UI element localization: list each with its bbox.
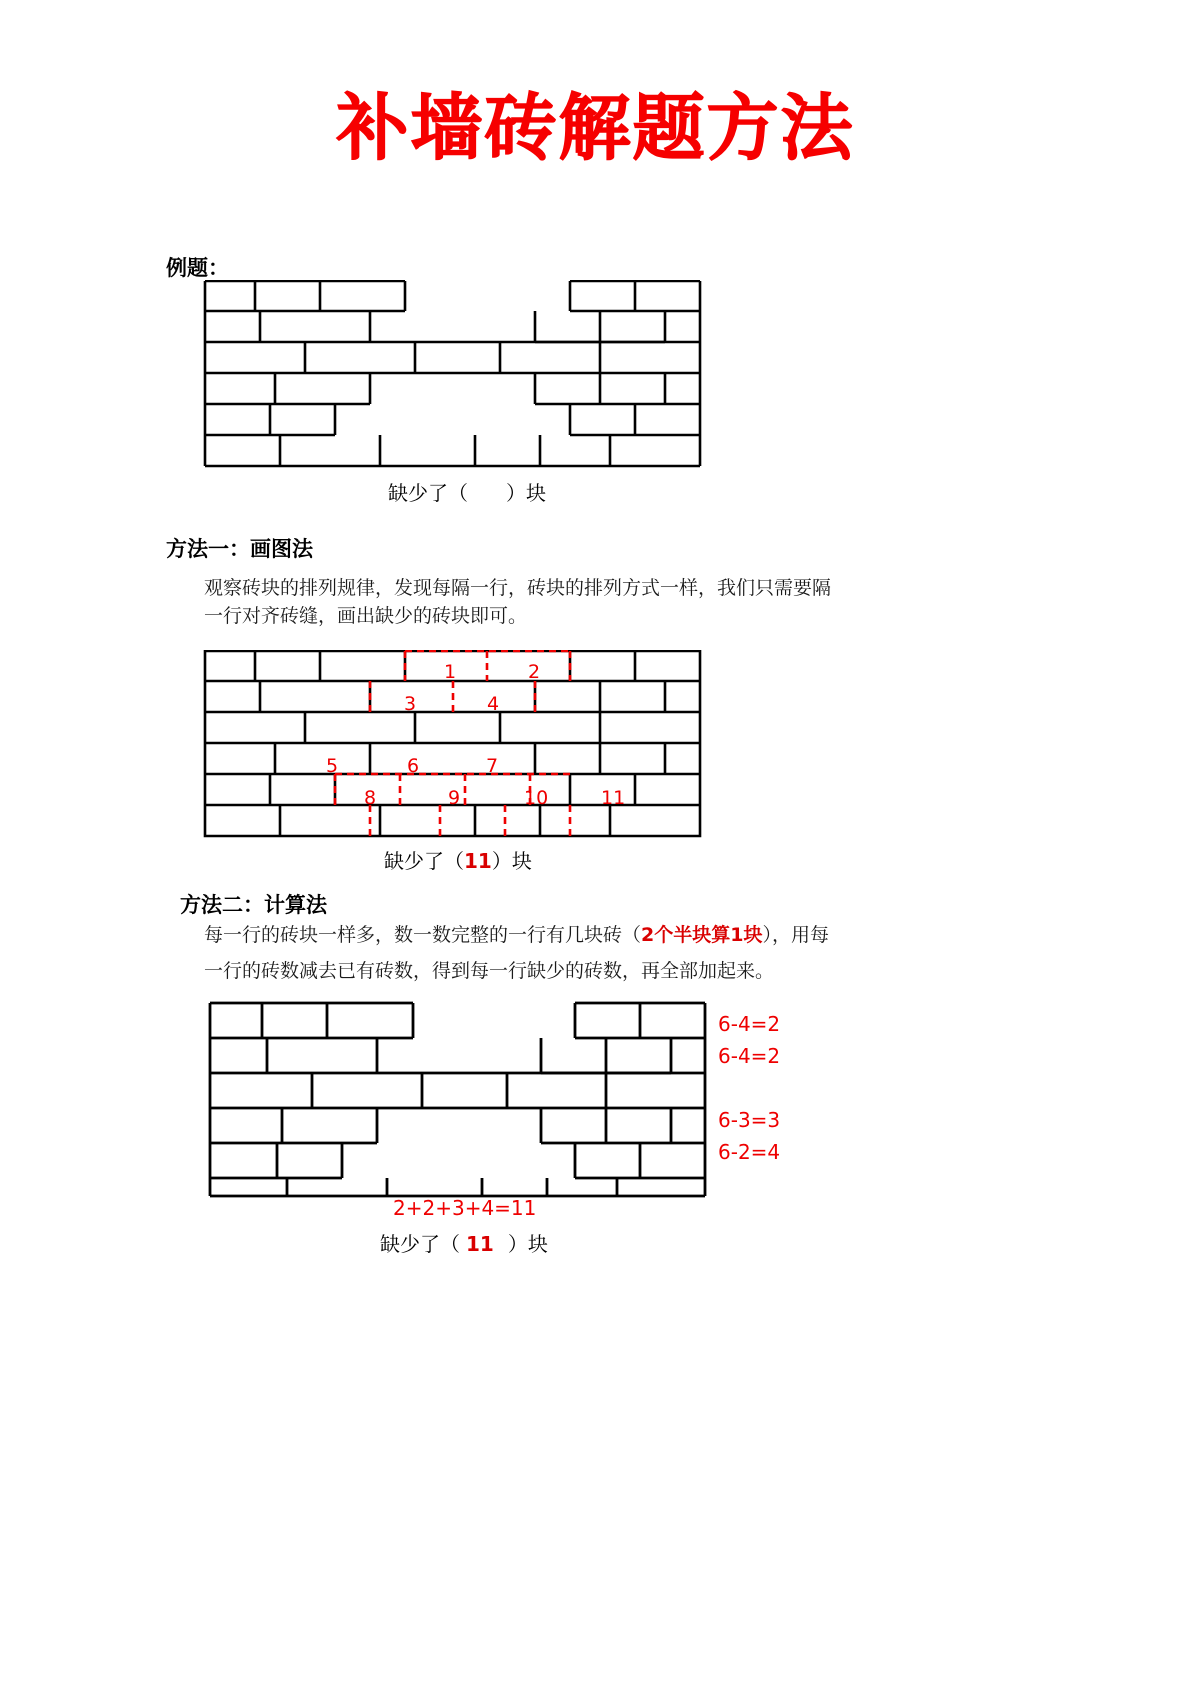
method2-caption [380, 1228, 548, 1257]
method2-row-calc-3: 6-3=3 [718, 1108, 781, 1132]
method1-caption-suffix: ）块 [491, 849, 532, 873]
method1-caption-answer: 11 [464, 849, 492, 873]
method1-number-3: 3 [404, 693, 417, 715]
method1-number-5: 5 [326, 755, 339, 777]
method1-number-6: 6 [407, 755, 420, 777]
method2-heading: 方法二：计算法 [180, 893, 327, 917]
method2-text-line1-c: ），用每 [762, 924, 829, 946]
example-wall-diagram [200, 280, 705, 475]
method1-number-9: 9 [448, 787, 461, 809]
method2-row-calc-2: 6-4=2 [718, 1044, 781, 1068]
method2-text-line2: 一行的砖数减去已有砖数，得到每一行缺少的砖数，再全部加起来。 [204, 960, 775, 982]
method2-row-calc-1: 6-4=2 [718, 1012, 781, 1036]
method2-wall-diagram [205, 1000, 710, 1200]
method2-caption-suffix: ）块 [507, 1232, 548, 1256]
method1-heading: 方法一：画图法 [166, 537, 313, 561]
method2-text-line1 [204, 917, 829, 953]
method1-number-11: 11 [601, 787, 626, 809]
example-label: 例题： [166, 256, 229, 280]
page-title: 补墙砖解题方法 [336, 85, 855, 170]
method1-caption-prefix: 缺少了（ [384, 849, 464, 873]
method1-number-2: 2 [528, 661, 541, 683]
method2-text-line1-highlight: 2个半块算1块 [641, 924, 763, 946]
method2-text-line1-a: 每一行的砖块一样多，数一数完整的一行有几块砖（ [204, 924, 642, 946]
method1-number-8: 8 [364, 787, 377, 809]
method1-number-10: 10 [524, 787, 549, 809]
example-caption-prefix: 缺少了（ [388, 481, 468, 505]
method1-caption [384, 845, 532, 874]
example-caption [388, 477, 546, 506]
method2-total-calc: 2+2+3+4=11 [393, 1196, 537, 1220]
method1-text-line1: 观察砖块的排列规律，发现每隔一行，砖块的排列方式一样，我们只需要隔 [204, 577, 832, 599]
method2-caption-prefix: 缺少了（ [380, 1232, 460, 1256]
method1-number-7: 7 [486, 755, 499, 777]
method2-row-calc-4: 6-2=4 [718, 1140, 781, 1164]
method1-text-line2: 一行对齐砖缝，画出缺少的砖块即可。 [204, 605, 528, 627]
example-caption-suffix: ）块 [506, 481, 546, 505]
method1-number-4: 4 [487, 693, 500, 715]
method2-caption-answer: 11 [466, 1232, 494, 1256]
method1-number-1: 1 [444, 661, 457, 683]
